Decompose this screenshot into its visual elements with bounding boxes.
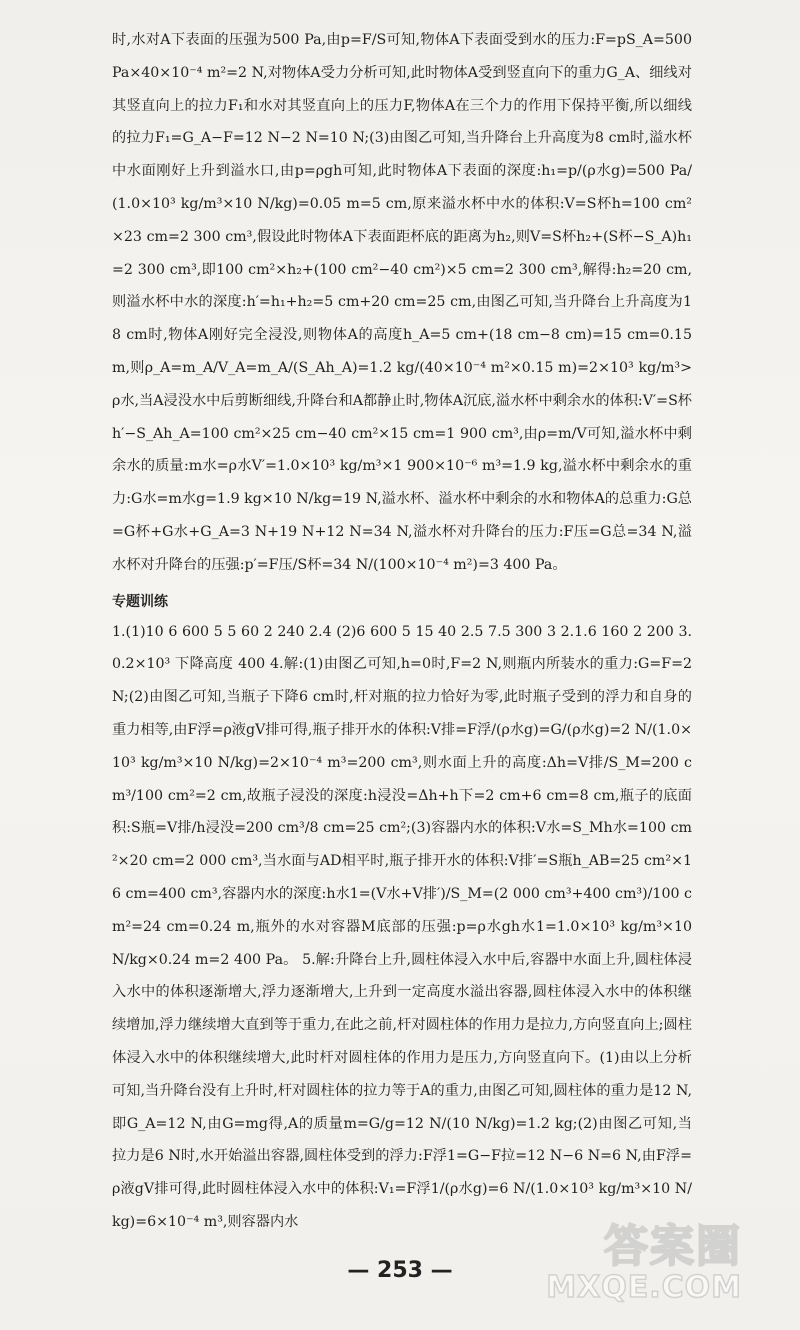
answer-paragraph-continued: 时,水对A下表面的压强为500 Pa,由p=F/S可知,物体A下表面受到水的压力:F=pS_A=500 Pa×40×10⁻⁴ m²=2 N,对物体A受力分析可知,此时物体A受到竖直向下的重力G_A、细线对其竖直向上的拉力F₁和水对其竖直向上的压力F,物体A在三个力的作用下保持平衡,所以细线的拉力F₁=G_A−F=12 N−2 N=10 N;(3)由图乙可知,当升降台上升高度为8 cm时,溢水杯中水面刚好上升到溢水口,由p=ρgh可知,此时物体A下表面的深度:h₁=p/(ρ水g)=500 Pa/(1.0×10³ kg/m³×10 N/kg)=0.05 m=5 cm,原来溢水杯中水的体积:V=S杯h=100 cm²×23 cm=2 300 cm³,假设此时物体A下表面距杯底的距离为h₂,则V=S杯h₂+(S杯−S_A)h₁=2 300 cm³,即100 cm²×h₂+(100 cm²−40 cm²)×5 cm=2 300 cm³,解得:h₂=20 cm,则溢水杯中水的深度:h′=h₁+h₂=5 cm+20 cm=25 cm,由图乙可知,当升降台上升高度为18 cm时,物体A刚好完全浸没,则物体A的高度h_A=5 cm+(18 cm−8 cm)=15 cm=0.15 m,则ρ_A=m_A/V_A=m_A/(S_Ah_A)=1.2 kg/(40×10⁻⁴ m²×0.15 m)=2×10³ kg/m³>ρ水,当A浸没水中后剪断细线,升降台和A都静止时,物体A沉底,溢水杯中剩余水的体积:V′=S杯h′−S_Ah_A=100 cm²×25 cm−40 cm²×15 cm=1 900 cm³,由ρ=m/V可知,溢水杯中剩余水的质量:m水=ρ水V′=1.0×10³ kg/m³×1 900×10⁻⁶ m³=1.9 kg,溢水杯中剩余水的重力:G水=m水g=1.9 kg×10 N/kg=19 N,溢水杯、溢水杯中剩余的水和物体A的总重力:G总=G杯+G水+G_A=3 N+19 N+12 N=34 N,溢水杯对升降台的压力:F压=G总=34 N,溢水杯对升降台的压强:p′=F压/S杯=34 N/(100×10⁻⁴ m²)=3 400 Pa。 <box>112 32 692 573</box>
section-heading: 专题训练 <box>112 593 168 610</box>
watermark-title: 答案圈 <box>604 1221 742 1272</box>
watermark-url: MXQE.COM <box>546 1270 742 1305</box>
page-number: — 253 — <box>347 1258 453 1283</box>
watermark-logo <box>546 1196 742 1316</box>
answer-paragraph-training: 1.(1)10 6 600 5 5 60 2 240 2.4 (2)6 600 5 15 40 2.5 7.5 300 3 2.1.6 160 2 200 3.0.2×10³ 下降高度 400 4.解:(1)由图乙可知,h=0时,F=2 N,则瓶内所装水的重力:G=F=2 N;(2)由图乙可知,当瓶子下降6 cm时,杆对瓶的拉力恰好为零,此时瓶子受到的浮力和自身的重力相等,由F浮=ρ液gV排可得,瓶子排开水的体积:V排=F浮/(ρ水g)=G/(ρ水g)=2 N/(1.0×10³ kg/m³×10 N/kg)=2×10⁻⁴ m³=200 cm³,则水面上升的高度:Δh=V排/S_M=200 cm³/100 cm²=2 cm,故瓶子浸没的深度:h浸没=Δh+h下=2 cm+6 cm=8 cm,瓶子的底面积:S瓶=V排/h浸没=200 cm³/8 cm=25 cm²;(3)容器内水的体积:V水=S_Mh水=100 cm²×20 cm=2 000 cm³,当水面与AD相平时,瓶子排开水的体积:V排′=S瓶h_AB=25 cm²×16 cm=400 cm³,容器内水的深度:h水1=(V水+V排′)/S_M=(2 000 cm³+400 cm³)/100 cm²=24 cm=0.24 m,瓶外的水对容器M底部的压强:p=ρ水gh水1=1.0×10³ kg/m³×10 N/kg×0.24 m=2 400 Pa。 5.解:升降台上升,圆柱体浸入水中后,容器中水面上升,圆柱体浸入水中的体积逐渐增大,浮力逐渐增大,上升到一定高度水溢出容器,圆柱体浸入水中的体积继续增加,浮力继续增大直到等于重力,在此之前,杆对圆柱体的作用力是拉力,方向竖直向上;圆柱体浸入水中的体积继续增大,此时杆对圆柱体的作用力是压力,方向竖直向下。(1)由以上分析可知,当升降台没有上升时,杆对圆柱体的拉力等于A的重力,由图乙可知,圆柱体的重力是12 N,即G_A=12 N,由G=mg得,A的质量m=G/g=12 N/(10 N/kg)=1.2 kg;(2)由图乙可知,当拉力是6 N时,水开始溢出容器,圆柱体受到的浮力:F浮1=G−F拉=12 N−6 N=6 N,由F浮=ρ液gV排可得,此时圆柱体浸入水中的体积:V₁=F浮1/(ρ水g)=6 N/(1.0×10³ kg/m³×10 N/kg)=6×10⁻⁴ m³,则容器内水 <box>112 623 692 1230</box>
answer-content <box>112 24 692 1239</box>
